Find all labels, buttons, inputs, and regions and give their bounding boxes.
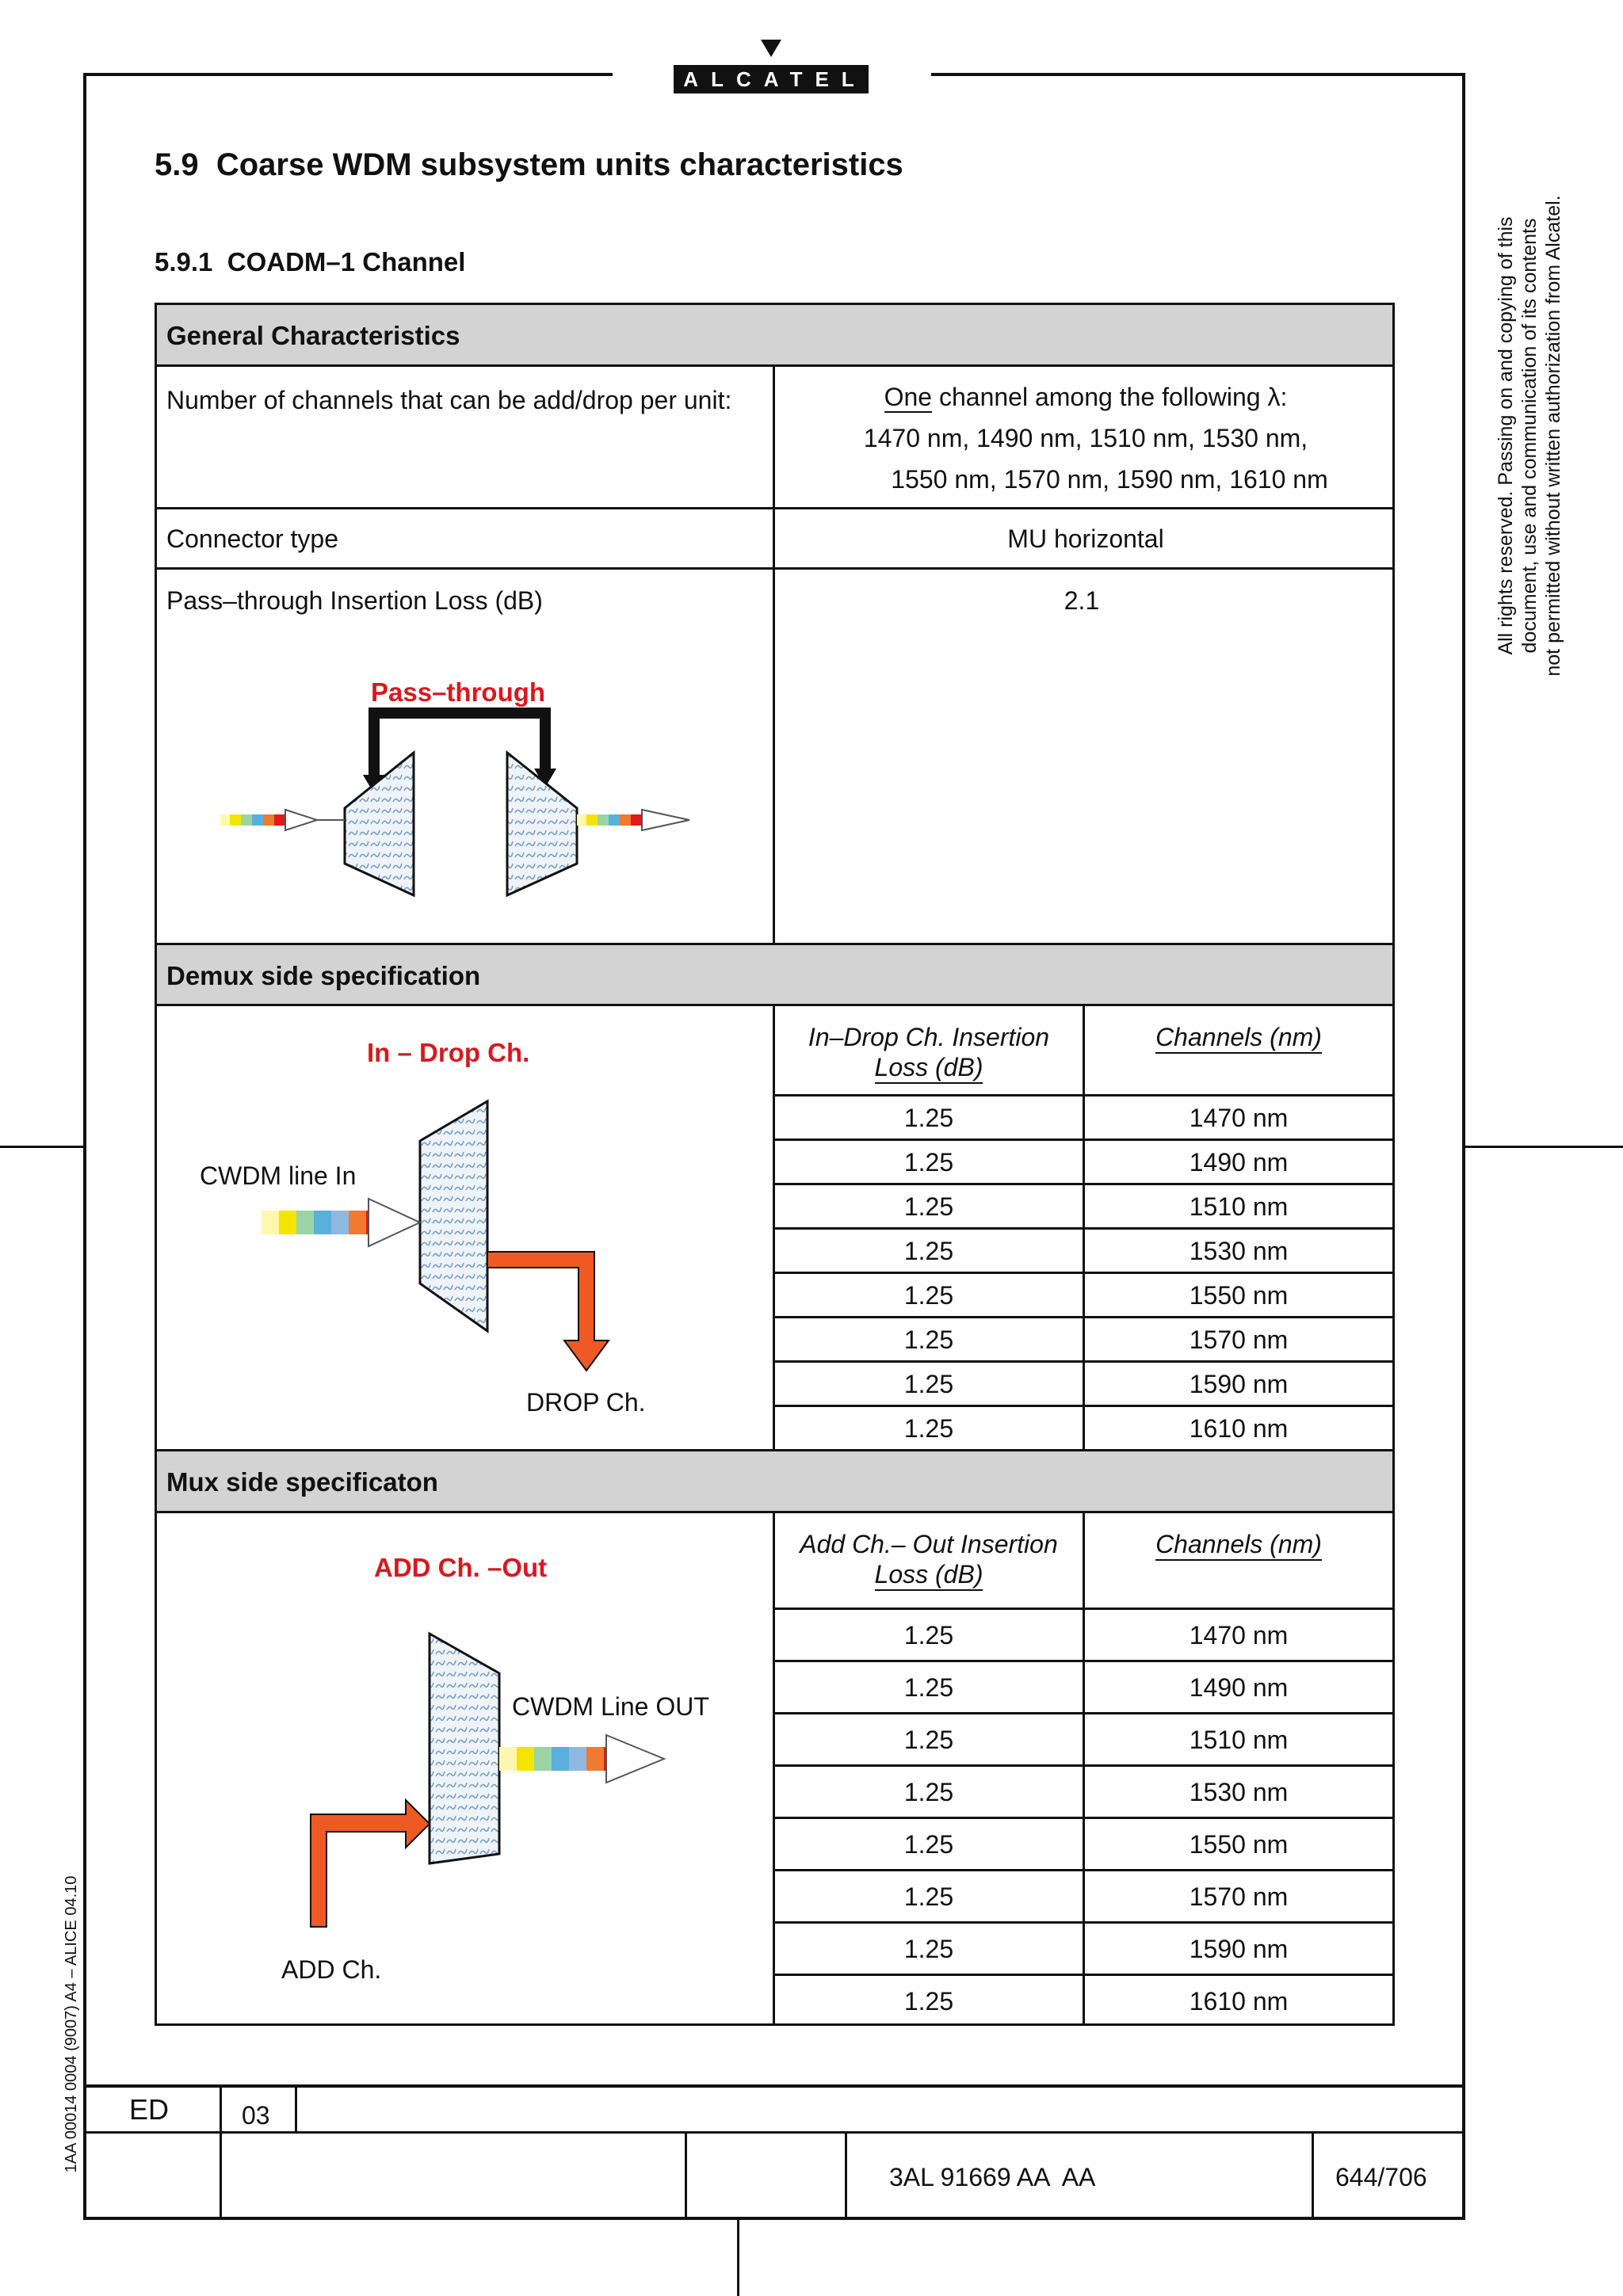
mux-col-loss-line2: Loss (dB) xyxy=(875,1559,983,1591)
footer-v5 xyxy=(1312,2131,1314,2218)
mux-channel-cell: 1510 nm xyxy=(1189,1725,1289,1754)
demux-row-divider xyxy=(773,1183,1395,1185)
mux-loss-cell: 1.25 xyxy=(903,1829,954,1859)
copyright-line2: document, use and communication of its contents xyxy=(1518,218,1541,654)
left-document-code: 1AA 00014 0004 (9007) A4 – ALICE 04.10 xyxy=(63,1875,80,2173)
mux-row-divider xyxy=(773,1817,1395,1819)
demux-channel-cell: 1570 nm xyxy=(1189,1325,1289,1354)
add-ch-label: ADD Ch. xyxy=(281,1955,382,1984)
section-title: 5.9 Coarse WDM subsystem units characteristics xyxy=(155,147,903,182)
mux-col-channel-header xyxy=(1085,1529,1392,1561)
demux-col-loss-line2: Loss (dB) xyxy=(875,1052,983,1084)
mux-row-divider xyxy=(773,1764,1395,1767)
footer-v3 xyxy=(685,2131,687,2218)
frame-top-right xyxy=(931,73,1465,76)
mux-loss-cell: 1.25 xyxy=(903,1986,954,2016)
passthrough-diagram xyxy=(214,705,705,903)
logo-triangle-icon xyxy=(761,40,781,59)
demux-diagram xyxy=(254,1093,634,1379)
alcatel-logo: ALCATEL xyxy=(674,65,869,93)
channels-label: Number of channels that can be add/drop per unit: xyxy=(166,386,732,414)
connector-label: Connector type xyxy=(166,524,339,553)
demux-loss-cell: 1.25 xyxy=(903,1147,954,1177)
demux-loss-cell: 1.25 xyxy=(903,1280,954,1310)
demux-channel-cell: 1510 nm xyxy=(1189,1192,1289,1221)
demux-row-divider xyxy=(773,1360,1395,1363)
mux-row-divider xyxy=(773,1712,1395,1714)
vline-general xyxy=(773,364,775,943)
cwdm-line-out-label: CWDM Line OUT xyxy=(512,1692,709,1721)
footer-v1 xyxy=(220,2084,222,2219)
demux-channel-cell: 1550 nm xyxy=(1189,1280,1289,1310)
connector-value: MU horizontal xyxy=(1007,524,1164,553)
mux-loss-cell: 1.25 xyxy=(903,1620,954,1650)
footer-doc-number: 3AL 91669 AA AA xyxy=(889,2163,1096,2191)
demux-row-divider xyxy=(773,1405,1395,1407)
passthrough-value: 2.1 xyxy=(1064,586,1100,615)
left-fold-mark xyxy=(0,1146,83,1148)
footer-ed-value: 03 xyxy=(242,2101,270,2130)
footer-mid xyxy=(83,2131,1465,2134)
demux-loss-cell: 1.25 xyxy=(903,1236,954,1265)
mux-diagram-title: ADD Ch. –Out xyxy=(374,1553,548,1582)
mux-row-divider xyxy=(773,1921,1395,1924)
demux-channel-cell: 1590 nm xyxy=(1189,1369,1289,1398)
mux-loss-cell: 1.25 xyxy=(903,1934,954,1963)
demux-diagram-title: In – Drop Ch. xyxy=(367,1038,530,1067)
demux-row-divider xyxy=(773,1316,1395,1318)
frame-top-left xyxy=(83,73,613,76)
demux-row-divider xyxy=(773,1272,1395,1274)
mux-diagram xyxy=(301,1624,682,1941)
mux-col-loss-line1: Add Ch.– Out Insertion xyxy=(800,1530,1058,1558)
demux-channel-cell: 1490 nm xyxy=(1189,1147,1289,1177)
hline xyxy=(155,567,1395,570)
footer-page-number: 644/706 xyxy=(1335,2163,1427,2191)
copyright-notice xyxy=(1494,190,1565,681)
hline xyxy=(773,1094,1395,1097)
demux-col-loss-header xyxy=(775,1022,1083,1084)
cwdm-line-in-label: CWDM line In xyxy=(200,1161,357,1190)
mux-row-divider xyxy=(773,1660,1395,1662)
channels-value-line1 xyxy=(777,383,1395,412)
channels-value-line2: 1470 nm, 1490 nm, 1510 nm, 1530 nm, xyxy=(863,424,1308,452)
mux-channel-cell: 1490 nm xyxy=(1189,1672,1289,1702)
channels-value-rest: channel among the following λ: xyxy=(932,383,1288,411)
footer-v4 xyxy=(845,2131,847,2218)
mux-channel-cell: 1530 nm xyxy=(1189,1777,1289,1806)
drop-ch-label: DROP Ch. xyxy=(526,1388,646,1417)
frame-bottom xyxy=(83,2217,1465,2220)
demux-loss-cell: 1.25 xyxy=(903,1192,954,1221)
mux-heading: Mux side specificaton xyxy=(166,1467,438,1497)
demux-channel-cell: 1530 nm xyxy=(1189,1236,1289,1265)
footer-ed-label: ED xyxy=(129,2093,170,2126)
mux-loss-cell: 1.25 xyxy=(903,1777,954,1806)
mux-channel-cell: 1590 nm xyxy=(1189,1934,1289,1963)
copyright-line1: All rights reserved. Passing on and copying of this xyxy=(1495,216,1517,655)
mux-channel-cell: 1470 nm xyxy=(1189,1620,1289,1650)
mux-row-divider xyxy=(773,1974,1395,1976)
demux-loss-cell: 1.25 xyxy=(903,1413,954,1443)
mux-channel-cell: 1570 nm xyxy=(1189,1882,1289,1911)
demux-loss-cell: 1.25 xyxy=(903,1369,954,1398)
demux-row-divider xyxy=(773,1227,1395,1230)
demux-heading: Demux side specification xyxy=(166,961,481,990)
channels-value-line3: 1550 nm, 1570 nm, 1590 nm, 1610 nm xyxy=(891,465,1328,494)
demux-col-loss-line1: In–Drop Ch. Insertion xyxy=(808,1023,1050,1051)
right-fold-mark xyxy=(1465,1146,1623,1148)
mux-loss-cell: 1.25 xyxy=(903,1882,954,1911)
demux-col-channel-header xyxy=(1085,1022,1392,1054)
footer-v2 xyxy=(295,2084,297,2134)
demux-row-divider xyxy=(773,1138,1395,1141)
mux-channel-cell: 1550 nm xyxy=(1189,1829,1289,1859)
passthrough-label: Pass–through Insertion Loss (dB) xyxy=(166,586,543,615)
one-underlined: One xyxy=(884,383,933,411)
hline xyxy=(773,1608,1395,1610)
mux-loss-cell: 1.25 xyxy=(903,1725,954,1754)
bottom-center-tick xyxy=(737,2218,739,2296)
demux-col-channel-label: Channels (nm) xyxy=(1155,1022,1322,1054)
footer-top xyxy=(83,2084,1465,2088)
copyright-line3: not permitted without written authorization from Alcatel. xyxy=(1542,195,1564,677)
subsection-title: 5.9.1 COADM–1 Channel xyxy=(155,247,466,277)
mux-col-channel-label: Channels (nm) xyxy=(1155,1529,1322,1561)
mux-col-loss-header xyxy=(775,1529,1083,1591)
demux-channel-cell: 1610 nm xyxy=(1189,1413,1289,1443)
hline xyxy=(155,507,1395,509)
mux-loss-cell: 1.25 xyxy=(903,1672,954,1702)
demux-loss-cell: 1.25 xyxy=(903,1325,954,1354)
general-heading: General Characteristics xyxy=(166,321,460,350)
demux-channel-cell: 1470 nm xyxy=(1189,1103,1289,1132)
demux-loss-cell: 1.25 xyxy=(903,1103,954,1132)
mux-channel-cell: 1610 nm xyxy=(1189,1986,1289,2016)
mux-row-divider xyxy=(773,1869,1395,1871)
passthrough-diagram-label: Pass–through xyxy=(371,677,546,707)
frame-left xyxy=(83,73,86,2220)
